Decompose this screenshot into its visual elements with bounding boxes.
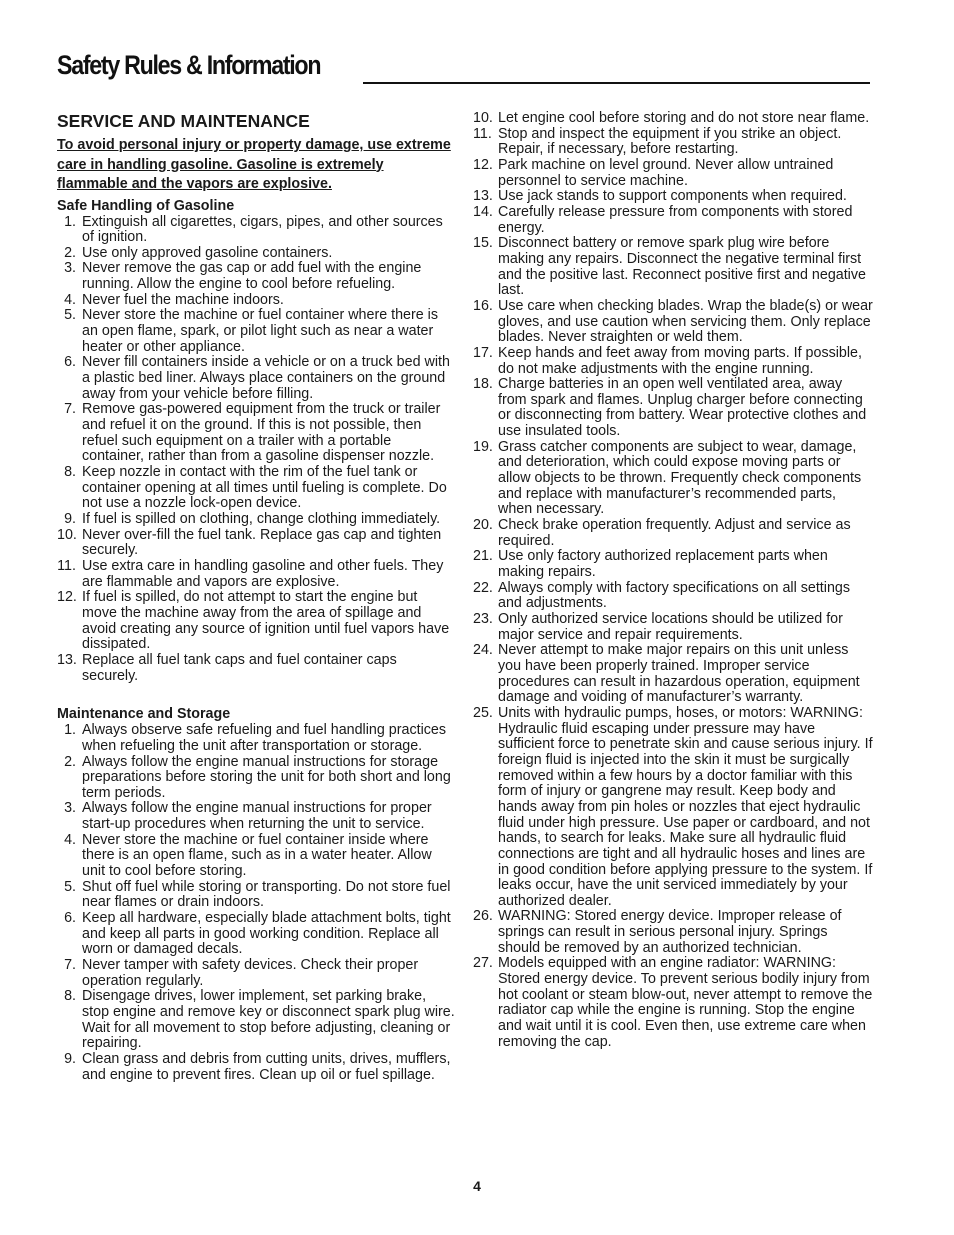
- list-item: 1. Always observe safe refueling and fuel handling practices when refueling the unit after transportation or storage.: [64, 722, 446, 754]
- list-item: 2. Use only approved gasoline containers.: [64, 244, 333, 261]
- list-item: 23. Only authorized service locations should be utilized for major service and repair requirements.: [473, 611, 843, 643]
- right-column: [473, 111, 873, 1050]
- list-item: 24. Never attempt to make major repairs on this unit unless you have been properly trained. Improper service procedures can result in hazardous operation, equipment damage and voiding of manufacturer’s warranty.: [473, 642, 860, 706]
- list-item: 25. Units with hydraulic pumps, hoses, or motors: WARNING: Hydraulic fluid escaping under pressure may have sufficient force to penetrate skin and cause serious injury. If foreign fluid is injected into the skin it must be surgically removed within a few hours by a doctor familiar with this form of injury or gangrene may result. Keep body and hands away from pin holes or nozzles that eject hydraulic fluid under high pressure. Use paper or cardboard, and not hands, to search for leaks. Make sure all hydraulic fluid connections are tight and all hydraulic hoses and lines are in good condition before applying pressure to the system. If leaks occur, have the unit serviced immediately by your authorized dealer.: [473, 704, 873, 909]
- list-item: 13. Use jack stands to support components when required.: [473, 188, 847, 205]
- list-item: 8. Keep nozzle in contact with the rim of the fuel tank or container opening at all times until fueling is complete. Do not use a nozzle lock-open device.: [64, 464, 447, 512]
- list-item: 22. Always comply with factory specifications on all settings and adjustments.: [473, 579, 851, 612]
- list-item: 6. Never fill containers inside a vehicle or on a truck bed with a plastic bed liner. Always place containers on the ground away from your vehicle before filling.: [64, 354, 450, 402]
- storage-list-right: [473, 111, 873, 1050]
- list-item: 10. Never over-fill the fuel tank. Replace gas cap and tighten securely.: [57, 526, 442, 559]
- gasoline-heading: Safe Handling of Gasoline: [57, 197, 235, 214]
- list-item: 26. WARNING: Stored energy device. Improper release of springs can result in serious personal injury. Springs should be removed by an authorized technician.: [473, 908, 842, 956]
- list-item: 11. Use extra care in handling gasoline and other fuels. They are flammable and vapors are explosive.: [57, 557, 444, 590]
- list-item: 18. Charge batteries in an open well ventilated area, away from spark and flames. Unplug charger before connecting or disconnecting from battery. Wear protective clothes and use insulated tools.: [473, 376, 867, 440]
- list-item: 15. Disconnect battery or remove spark plug wire before making any repairs. Disconnect the negative terminal first and the positive last. Reconnect positive first and negative last.: [473, 235, 866, 299]
- list-item: 4. Never store the machine or fuel container inside where there is an open flame, such as in a water heater. Allow unit to cool before storing.: [64, 831, 432, 880]
- list-item: 9. If fuel is spilled on clothing, change clothing immediately.: [64, 510, 441, 527]
- section-heading: SERVICE AND MAINTENANCE: [57, 111, 310, 131]
- list-item: 14. Carefully release pressure from components with stored energy.: [473, 203, 853, 236]
- list-item: 9. Clean grass and debris from cutting units, drives, mufflers, and engine to prevent fires. Clean up oil or fuel spillage.: [64, 1050, 451, 1083]
- list-item: 5. Shut off fuel while storing or transporting. Do not store fuel near flames or drain indoors.: [64, 878, 451, 911]
- list-item: 6. Keep all hardware, especially blade attachment bolts, tight and keep all parts in good working condition. Replace all worn or damaged decals.: [64, 910, 451, 958]
- list-item: 12. Park machine on level ground. Never allow untrained personnel to service machine.: [473, 156, 834, 189]
- list-item: 20. Check brake operation frequently. Adjust and service as required.: [473, 517, 851, 549]
- list-item: 10. Let engine cool before storing and do not store near flame.: [473, 110, 870, 126]
- page-title: Safety Rules & Information: [57, 50, 321, 80]
- list-item: 7. Remove gas-powered equipment from the truck or trailer and refuel it on the ground. If this is not possible, then refuel such equipment on a trailer with a portable container, rather than from a gasoline dispenser nozzle.: [64, 401, 441, 465]
- header-rule: [363, 82, 870, 84]
- list-item: 17. Keep hands and feet away from moving parts. If possible, do not make adjustments with the engine running.: [473, 344, 862, 377]
- list-item: 8. Disengage drives, lower implement, set parking brake, stop engine and remove key or disconnect spark plug wire. Wait for all movement to stop before adjusting, cleaning or repairing.: [64, 988, 455, 1052]
- list-item: 11. Stop and inspect the equipment if you strike an object. Repair, if necessary, before restarting.: [473, 125, 842, 158]
- list-item: 3. Always follow the engine manual instructions for proper start-up procedures when returning the unit to service.: [64, 800, 432, 833]
- list-item: 27. Models equipped with an engine radiator: WARNING: Stored energy device. To prevent serious bodily injury from hot coolant or steam blow-out, never attempt to remove the radiator cap while the engine is running. Stop the engine and wait until it is cool. Even then, use extreme care when removing the cap.: [473, 955, 873, 1050]
- left-column: [57, 111, 455, 1083]
- list-item: 4. Never fuel the machine indoors.: [64, 291, 284, 308]
- gasoline-list: [57, 215, 455, 685]
- storage-heading: Maintenance and Storage: [57, 706, 231, 723]
- list-item: 19. Grass catcher components are subject to wear, damage, and deterioration, which could expose moving parts or allow objects to be thrown. Frequently check components and replace with manufacturer’s recommended parts, when necessary.: [473, 438, 862, 518]
- page-number: 4: [473, 1178, 481, 1194]
- list-item: 7. Never tamper with safety devices. Check their proper operation regularly.: [64, 957, 419, 989]
- list-item: 21. Use only factory authorized replacement parts when making repairs.: [473, 548, 828, 581]
- list-item: 16. Use care when checking blades. Wrap the blade(s) or wear gloves, and use caution when servicing them. Only replace blades. Never straighten or weld them.: [473, 297, 873, 346]
- gasoline-warning: To avoid personal injury or property damage, use extreme care in handling gasoline. Gasoline is extremely flammable and the vapors are explosive.: [57, 137, 451, 192]
- list-item: 1. Extinguish all cigarettes, cigars, pipes, and other sources of ignition.: [64, 213, 443, 246]
- list-item: 13. Replace all fuel tank caps and fuel container caps securely.: [57, 651, 397, 684]
- list-item: 5. Never store the machine or fuel container where there is an open flame, spark, or pilot light such as near a water heater or other appliance.: [64, 307, 439, 355]
- list-item: 3. Never remove the gas cap or add fuel with the engine running. Allow the engine to cool before refueling.: [64, 260, 422, 293]
- list-item: 12. If fuel is spilled, do not attempt to start the engine but move the machine away from the area of spillage and avoid creating any source of ignition until fuel vapors have dissipated.: [57, 589, 450, 653]
- storage-list-left: [57, 723, 455, 1083]
- list-item: 2. Always follow the engine manual instructions for storage preparations before storing the unit for both short and long term periods.: [64, 753, 451, 801]
